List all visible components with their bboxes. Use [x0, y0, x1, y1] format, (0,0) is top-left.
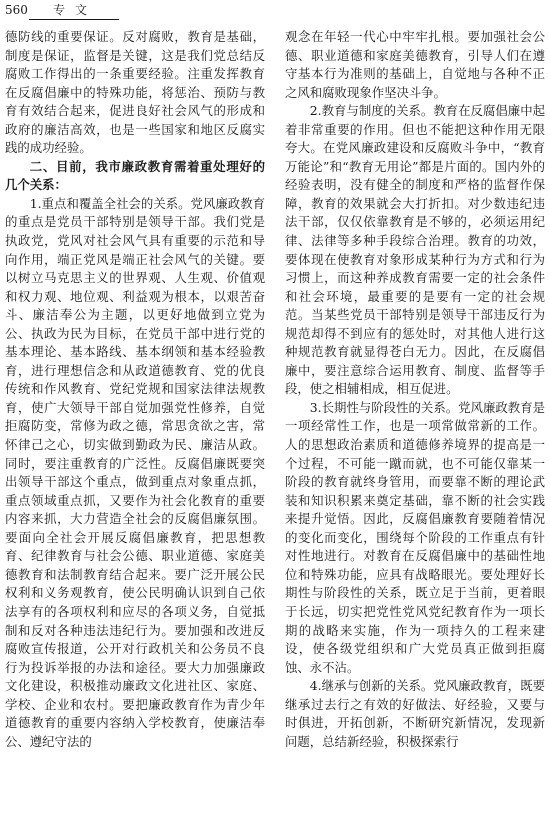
right-column — [285, 28, 545, 826]
paragraph-continued-right: 观念在年轻一代心中牢牢扎根。要加强社会公德、职业道德和家庭美德教育，引导人们在遵守基本行为准则的基础上，自觉地与各种不正之风和腐败现象作坚决斗争。 — [285, 29, 545, 100]
paragraph-long-term-stage: 3.长期性与阶段性的关系。党风廉政教育是一项经常性工作，也是一项常做常新的工作。人的思想政治素质和道德修养境界的提高是一个过程，不可能一蹴而就，也不可能仅靠某一阶段的教育就终身管用，而要靠不断的理论武装和知识积累来奠定基础，靠不断的社会实践来提升觉悟。因此，反腐倡廉教育要随着情况的变化而变化，围绕每个阶段的工作重点有针对性地进行。对教育在反腐倡廉中的基础性地位和特殊功能，应具有战略眼光。要处理好长期性与阶段性的关系，既立足于当前，更着眼于长远，切实把党性党风党纪教育作为一项长期的战略来实施，作为一项持久的工程来建设，使各级党组织和广大党员真正做到拒腐蚀、永不沾。 — [285, 399, 545, 675]
header-rule — [29, 19, 119, 20]
section-heading: 二、目前，我市廉政教育需着重处理好的几个关系： — [5, 158, 265, 193]
page-header — [5, 2, 545, 18]
paragraph-continued: 德防线的重要保证。反对腐败，教育是基础，制度是保证，监督是关键，这是我们党总结反腐败工作得出的一条重要经验。注重发挥教育在反腐倡廉中的特殊功能，将惩治、预防与教育有效结合起来，促进良好社会风气的形成和政府的廉洁高效，也是一些国家和地区反腐实践的成功经验。 — [5, 29, 265, 156]
paragraph-inherit-innovate: 4.继承与创新的关系。党风廉政教育，既要继承过去行之有效的好做法、好经验，又要与时俱进，开拓创新，不断研究新情况，发现新问题，总结新经验，积极探索行 — [285, 678, 545, 749]
paragraph-focus-coverage: 1.重点和覆盖全社会的关系。党风廉政教育的重点是党员干部特别是领导干部。我们党是执政党，党风对社会风气具有重要的示范和导向作用，端正党风是端正社会风气的关键。要以树立马克思主义的世界观、人生观、价值观和权力观、地位观、利益观为根本，以艰苦奋斗、廉洁奉公为主题，以更好地做到立党为公、执政为民为目标，在党员干部中进行党的基本理论、基本路线、基本纲领和基本经验教育，进行理想信念和从政道德教育、党的优良传统和作风教育、党纪党规和国家法律法规教育，使广大领导干部自觉加强党性修养，自觉拒腐防变，常修为政之德，常思贪欲之害，常怀律己之心，切实做到勤政为民、廉洁从政。同时，要注重教育的广泛性。反腐倡廉既要突出领导干部这个重点，做到重点对象重点抓，重点领域重点抓，又要作为社会化教育的重要内容来抓，大力营造全社会的反腐倡廉氛围。要面向全社会开展反腐倡廉教育，把思想教育、纪律教育与社会公德、职业道德、家庭美德教育和法制教育结合起来。要广泛开展公民权利和义务观教育，使公民明确认识到自己依法享有的各项权利和应尽的各项义务，自觉抵制和反对各种违法违纪行为。要加强和改进反腐败宣传报道，公开对行政机关和公务员不良行为投诉举报的办法和途径。要大力加强廉政文化建设，积极推动廉政文化进社区、家庭、学校、企业和农村。要把廉政教育作为青少年道德教育的重要内容纳入学校教育，使廉洁奉公、遵纪守法的 — [5, 195, 265, 749]
section-title: 专文 — [53, 3, 98, 17]
page-number: 560 — [5, 3, 28, 17]
left-column — [5, 28, 265, 826]
paragraph-education-system: 2.教育与制度的关系。教育在反腐倡廉中起着非常重要的作用。但也不能把这种作用无限夸大。在党风廉政建设和反腐败斗争中，“教育万能论”和“教育无用论”都是片面的。国内外的经验表明，没有健全的制度和严格的监督作保障，教育的效果就会大打折扣。对少数违纪违法干部，仅仅依靠教育是不够的，必须运用纪律、法律等多种手段综合治理。教育的功效，要体现在使教育对象形成某种行为方式和行为习惯上，而这种养成教育需要一定的社会条件和社会环境，最重要的是要有一定的社会规范。当某些党员干部特别是领导干部违反行为规范却得不到应有的惩处时，对其他人进行这种规范教育就显得苍白无力。因此，在反腐倡廉中，要注意综合运用教育、制度、监督等手段，使之相辅相成，相互促进。 — [285, 103, 545, 397]
